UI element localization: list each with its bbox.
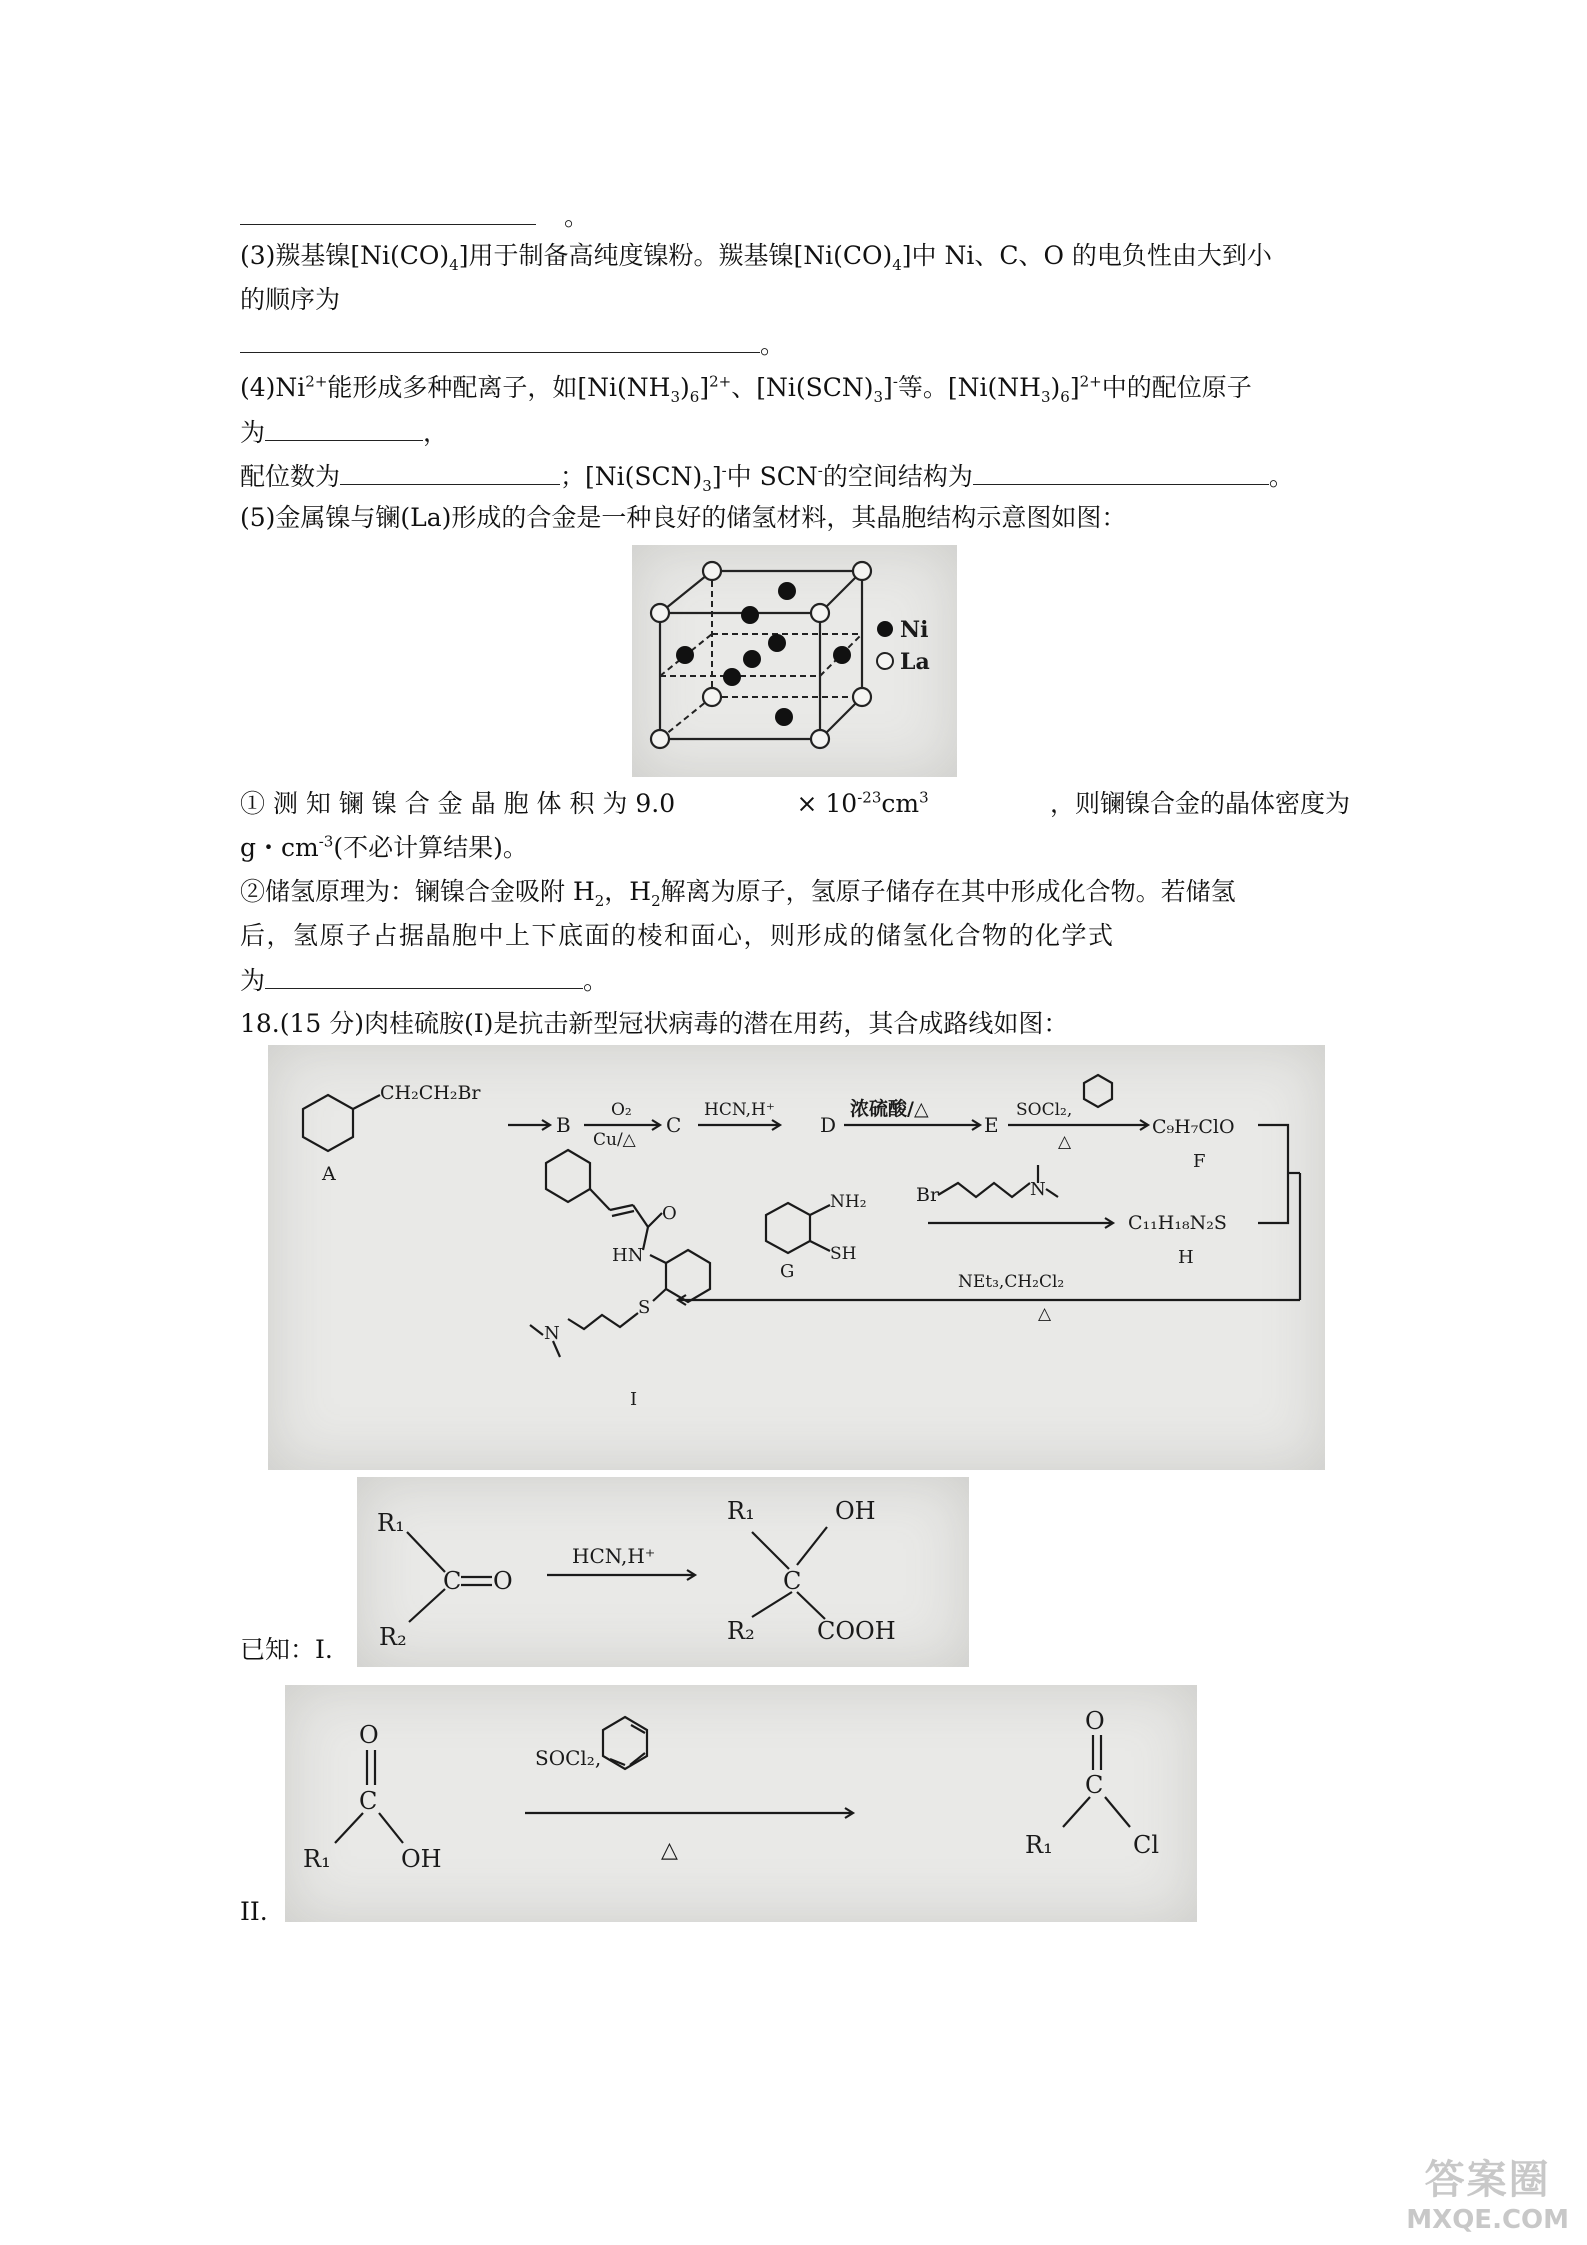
svg-text:△: △ — [1058, 1132, 1072, 1152]
q5-p3: ②储氢原理为：镧镍合金吸附 $H_2$，$H_2$解离为原子，氢原子储存在其中形成化合物。若储氢 — [240, 877, 1236, 910]
watermark-brand: 答案圈 — [1424, 2157, 1551, 2203]
known-i-label: 已知：I. — [240, 1635, 333, 1664]
known-reaction-i — [357, 1477, 969, 1667]
svg-text:O: O — [493, 1567, 513, 1595]
answer-blank[interactable] — [265, 414, 423, 441]
answer-blank[interactable] — [265, 962, 583, 989]
svg-text:R₁: R₁ — [1025, 1831, 1053, 1859]
svg-text:R₁: R₁ — [377, 1509, 405, 1537]
svg-text:R₁: R₁ — [727, 1497, 755, 1525]
ni-atom — [768, 634, 786, 652]
svg-text:E: E — [984, 1113, 999, 1137]
svg-text:D: D — [820, 1113, 837, 1137]
la-atom — [703, 562, 721, 580]
svg-text:△: △ — [1038, 1304, 1052, 1324]
svg-text:G: G — [780, 1261, 795, 1282]
watermark-url: MXQE.COM — [1406, 2205, 1569, 2235]
answer-blank[interactable] — [240, 326, 760, 353]
svg-text:R₁: R₁ — [303, 1845, 331, 1873]
ni-atom — [775, 708, 793, 726]
svg-text:浓硫酸/△: 浓硫酸/△ — [850, 1098, 929, 1120]
svg-text:COOH: COOH — [817, 1617, 896, 1645]
q3-line3: 。 — [240, 326, 1350, 363]
ni-atom — [676, 646, 694, 664]
legend-ni-label: Ni — [900, 617, 929, 643]
svg-text:C₉H₇ClO: C₉H₇ClO — [1152, 1116, 1235, 1138]
svg-text:SOCl₂,: SOCl₂, — [535, 1746, 602, 1770]
answer-blank[interactable] — [240, 198, 536, 225]
la-atom — [703, 688, 721, 706]
ni-atom — [743, 650, 761, 668]
svg-text:O: O — [359, 1721, 379, 1749]
la-atom — [811, 604, 829, 622]
svg-text:O: O — [1085, 1707, 1105, 1735]
q4-line1: $(4)Ni^{2+}$能形成多种配离子，如$[Ni(NH_3)_6]^{2+}$、$[Ni(SCN)_3]^-$等。$[Ni(NH_3)_6]^{2+}$中的配位原子 — [240, 372, 1252, 406]
svg-text:C: C — [1085, 1771, 1104, 1799]
svg-text:△: △ — [661, 1838, 678, 1863]
svg-text:H: H — [1178, 1247, 1194, 1268]
known-ii-label: II. — [240, 1897, 268, 1926]
svg-text:NH₂: NH₂ — [830, 1192, 867, 1212]
svg-text:CH₂CH₂Br: CH₂CH₂Br — [380, 1082, 481, 1104]
svg-text:HN: HN — [612, 1245, 644, 1266]
svg-text:OH: OH — [401, 1845, 442, 1873]
ni-atom — [741, 606, 759, 624]
synthesis-route-svg — [268, 1045, 1325, 1470]
svg-text:C: C — [359, 1787, 378, 1815]
la-atom — [853, 562, 871, 580]
answer-blank[interactable] — [973, 458, 1269, 485]
crystal-cell-figure — [632, 545, 957, 777]
legend-la-label: La — [900, 649, 930, 675]
svg-text:HCN,H⁺: HCN,H⁺ — [704, 1100, 775, 1120]
svg-text:O₂: O₂ — [611, 1100, 632, 1120]
svg-text:F: F — [1193, 1151, 1206, 1172]
svg-text:OH: OH — [835, 1497, 876, 1525]
ni-atom — [723, 668, 741, 686]
svg-text:Br: Br — [916, 1184, 940, 1206]
svg-text:SOCl₂,: SOCl₂, — [1016, 1100, 1073, 1120]
svg-text:SH: SH — [830, 1244, 857, 1264]
q3-line1: (3)羰基镍$[Ni(CO)_4]$用于制备高纯度镍粉。羰基镍$[Ni(CO)_4]$中 Ni、C、O 的电负性由大到小 — [240, 241, 1272, 274]
svg-text:C: C — [443, 1567, 462, 1595]
svg-text:C: C — [666, 1113, 682, 1137]
watermark — [1406, 2148, 1569, 2235]
svg-text:N: N — [544, 1323, 560, 1344]
svg-text:N: N — [1030, 1179, 1046, 1200]
la-atom — [651, 604, 669, 622]
legend-la-marker — [877, 653, 893, 669]
svg-text:S: S — [638, 1297, 651, 1318]
svg-text:Cu/△: Cu/△ — [593, 1130, 636, 1150]
svg-text:Cl: Cl — [1133, 1831, 1160, 1859]
svg-text:NEt₃,CH₂Cl₂: NEt₃,CH₂Cl₂ — [958, 1272, 1065, 1292]
q18-title: 18.(15 分)肉桂硫胺(I)是抗击新型冠状病毒的潜在用药，其合成路线如图： — [240, 1009, 1069, 1038]
svg-text:A: A — [322, 1163, 336, 1185]
q5-intro: (5)金属镍与镧(La)形成的合金是一种良好的储氢材料，其晶胞结构示意图如图： — [240, 503, 1127, 532]
answer-blank[interactable] — [340, 458, 560, 485]
q4-line3: 配位数为 ；$[Ni(SCN)_3]^-$中 SCN-的空间结构为 。 — [240, 458, 1350, 495]
la-atom — [853, 688, 871, 706]
svg-text:R₂: R₂ — [727, 1617, 755, 1645]
known-reaction-ii — [285, 1685, 1197, 1922]
synthesis-route-figure — [268, 1045, 1325, 1470]
svg-text:B: B — [556, 1113, 571, 1137]
la-atom — [811, 730, 829, 748]
q5-p2: g・$cm^{-3}$(不必计算结果)。 — [240, 832, 528, 862]
ni-atom — [833, 646, 851, 664]
svg-text:C₁₁H₁₈N₂S: C₁₁H₁₈N₂S — [1128, 1212, 1227, 1234]
svg-text:C: C — [783, 1567, 802, 1595]
la-atom — [651, 730, 669, 748]
q4-line2: 为 ， — [240, 414, 1350, 451]
svg-text:HCN,H⁺: HCN,H⁺ — [572, 1544, 656, 1568]
svg-text:I: I — [630, 1389, 638, 1410]
q5-p1: ① 测 知 镧 镍 合 金 晶 胞 体 积 为 9.0 × $10^{-23}cm^3$ ，则镧镍合金的晶体密度为 — [240, 788, 1350, 818]
q5-p4: 后，氢原子占据晶胞中上下底面的棱和面心，则形成的储氢化合物的化学式 — [240, 921, 1115, 950]
q5-p5: 为 。 — [240, 962, 1350, 999]
ni-atom — [778, 582, 796, 600]
q3-leading-blank-line: 。 — [240, 198, 1350, 235]
svg-text:O: O — [662, 1203, 677, 1224]
svg-text:R₂: R₂ — [379, 1623, 407, 1651]
legend-ni-marker — [877, 621, 893, 637]
crystal-cell-svg — [632, 545, 957, 777]
q3-line2: 的顺序为 — [240, 285, 341, 314]
